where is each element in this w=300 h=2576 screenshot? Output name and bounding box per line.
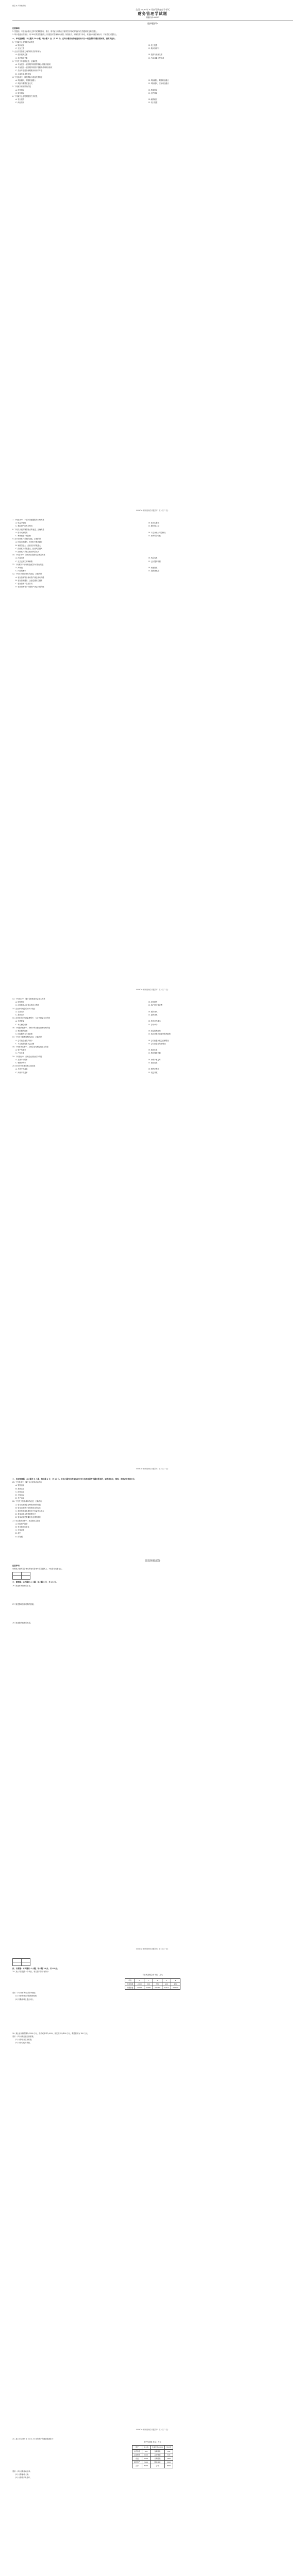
- score-box: [12, 1958, 30, 1966]
- question-22: 22. 下列关于资本成本的表述，正确的有 A. 资本成本是企业筹资决策的依据 B. 资本成本是评价投资项目的标准 C. 债务资本成本通常低于权益资本成本 D. 资本成本与筹资规模无关 E. 资本成本是衡量经营业绩的基准: [12, 1500, 44, 1519]
- page-5: 四、计算题：本大题共 4 小题，每小题 10 分，共 40 分。 29. 某公司拟投资一个项目，有关资料如下表所示： 项目现金流量表 单位：万元 年份 0 1 2 3 4 现金流量 -1000 300 350 400 450 折现系数 1.0000 0.9091 0.8264 0.7513 0.6830 要求：(1) 计算该项目的净现值； (2) 计算该项目的投资回收期； (3) 判断该项目是否可行。 30. 某企业年销售额为 2000 万元，变动成本率为 60%，固定成本为 400 万元，利息费用为 100 万元。 要求：(1) 计算经营杠杆系数； (2) 计算财务杠杆系数； (3) 计算总杠杆系数。 00067# 财务管理学试题 第 5 页（共 7 页）: [12, 1958, 293, 2437]
- score-box: [12, 1572, 30, 1580]
- course-code: 课程代码:00067: [146, 16, 159, 19]
- page-footer: 00067# 财务管理学试题 第 1 页（共 7 页）: [136, 509, 170, 512]
- question-5: 5. 下列属于系统风险的是 A. 经营风险 B. 利率风险 C. 财务风险 D. 违约风险: [12, 86, 158, 94]
- note-2: 2. 每小题选出答案后，用 2B 铅笔把答题纸上对应题目的答案标号涂黑。如需改动，用橡皮擦干净后，再选涂其他答案标号。不能答在试题卷上。: [12, 33, 118, 36]
- cash-flow-table: 年份 0 1 2 3 4 现金流量 -1000 300 350 400 450 折现系数 1.0000 0.9091 0.8264 0.7513 0.6830: [125, 1978, 180, 1990]
- balance-sheet-table: 资产 年末数 负债及股东权益 年末数 货币资金 500 短期借款 800 应收账款 1200 应付账款 600 存货 1300 长期借款 1600 固定资产 3000 股东权益 3000 合计 6000 合计 6000: [132, 2445, 173, 2468]
- question-13: 13. 下列项目中，属于应收账款机会成本的是 A. 收账费用 B. 坏账损失 C. 应收账款占用资金的应计利息 D. 客户资信调查费: [12, 998, 163, 1007]
- question-3: 3. 下列关于年金的表述，正确的是 A. 年金是指一定时期内每期等额收付的系列款项 B. 年金是指一定时期内每期不等额的系列收付款项 C. 先付年金是指每期期末收付的年金 D. 永续年金具有终值: [12, 60, 53, 75]
- page-2: [12, 518, 293, 997]
- short-answer-27: 27. 简述影响资本结构的因素。: [12, 1603, 36, 1605]
- note-1: 1. 答题前，考生务必将自己的考试课程名称、姓名、准考证号用黑色字迹的签字笔或钢笔填写在答题纸规定的位置上。: [12, 30, 98, 33]
- question-29: 29. 某公司拟投资一个项目，有关资料如下表所示：: [12, 1971, 51, 1973]
- page-1: [12, 3, 293, 518]
- exam-title: 财务管理学试题: [138, 11, 168, 16]
- notes-head: 注意事项:: [12, 1565, 20, 1567]
- page-6: 31. 某公司 2019 年 12 月 31 日的资产负债表简表如下： 资产负债表 单位：万元 资产 年末数 负债及股东权益 年末数 货币资金 500 短期借款 800 应收账款 1200 应付账款 600 存货 1300 长期借款 1600 固定资产 3000 股东权益 3000 合计 6000 合计 6000 要求：(1) 计算流动比率； (2) 计算速动比率； (3) 计算资产负债率。: [12, 2437, 293, 2576]
- question-7: 7. 下列选项中，不属于普通股股东权利的是 A. 收益分配权 B. 优先认股权 C. 剩余财产优先分配权 D. 股份转让权: [12, 519, 159, 528]
- question-6: 6. 下列属于企业短期筹资方式的是 A. 发行债券 B. 融资租赁 C. 商业信用 D. 发行股票: [12, 95, 158, 104]
- short-answer-26: 26. 简述财务管理的目标。: [12, 1584, 32, 1587]
- question-9: 9. 关于经营杠杆系数的表述，正确的是 A. 固定成本越大，经营杠杆系数越小 B. 销售量越大，经营杠杆系数越大 C. 经营杠杆系数越大，经营风险越大 D. 经营杠杆系数与经营风险无关: [12, 538, 43, 553]
- question-23: 23. 项目投资决策中，现金流出量包括 A. 固定资产投资 B. 垫支的营运资本 C. 付现成本 D. 折旧 E. 所得税: [12, 1519, 40, 1538]
- section-heading: 一、单项选择题：本大题共 20 小题，每小题 1 分，共 20 分。在每小题列出的备选项中只有一项是最符合题目要求的，请将其选出。: [12, 38, 116, 40]
- table-caption: 项目现金流量表 单位：万元: [142, 1974, 163, 1976]
- question-18: 18. 下列财务比率中，反映企业短期偿债能力的是 A. 资产负债率 B. 速动比率 C. 产权比率 D. 利息保障倍数: [12, 1046, 161, 1055]
- page-footer: 00067# 财务管理学试题 第 5 页（共 7 页）: [136, 2428, 170, 2431]
- table-caption: 资产负债表 单位：万元: [144, 2441, 161, 2444]
- question-2: 2. 企业与投资者之间的财务关系体现为 A. 债权债务关系 B. 投资与受资关系 C. 依法纳税关系 D. 劳动成果分配关系: [12, 50, 164, 59]
- question-1: 1. 下列属于企业筹资活动的是 A. 购买设备 B. 发行股票 C. 支付工资 D. 购买原材料: [12, 41, 159, 50]
- question-10: 10. 下列各项中，影响项目投资现金流量的是 A. 沉没成本 B. 机会成本 C. 过去已发生的调研费 D. 已计提的折旧: [12, 554, 161, 563]
- question-21: 21. 下列各项中，属于企业财务活动的有 A. 筹资活动 B. 投资活动 C. 经营活动 D. 分配活动 E. 生产活动: [12, 1481, 42, 1500]
- question-8: 8. 下列关于债券筹资特点的表述，正确的是 A. 资本成本较高 B. 不会分散公司控制权 C. 筹资数额不受限制 D. 财务风险较低: [12, 528, 166, 537]
- question-16: 16. 下列股利政策中，有利于保持最佳资本结构的是 A. 剩余股利政策 B. 固定股利政策 C. 固定股利支付率政策 D. 低正常股利加额外股利政策: [12, 1026, 171, 1036]
- question-30: 30. 某企业年销售额为 2000 万元，变动成本率为 60%，固定成本为 400 万元，利息费用为 100 万元。: [12, 2032, 89, 2035]
- note-1: 用黑色字迹的签字笔或钢笔将答案写在答题纸上，不能答在试题卷上。: [12, 1568, 63, 1570]
- part-label: 非选择题部分: [144, 1559, 160, 1563]
- question-15: 15. 存货经济订货批量模型中，与订货批量无关的是 A. 年需要量 B. 每次订货成本 C. 单位储存成本 D. 存货单价: [12, 1017, 161, 1026]
- exam-session: 全国 2020 年 8 月高等教育自学考试: [136, 8, 170, 11]
- exam-document: [5, 0, 295, 2576]
- question-20: 20. 杜邦分析体系的核心指标是 A. 总资产收益率 B. 销售净利率 C. 净资产收益率 D. 权益乘数: [12, 1065, 159, 1074]
- page-4: [12, 1478, 293, 1957]
- secret-label: 绝密 ★ 考试结束前: [12, 5, 26, 7]
- page-3: [12, 997, 293, 1477]
- notes-head: 注意事项:: [12, 27, 20, 29]
- question-31: 31. 某公司 2019 年 12 月 31 日的资产负债表简表如下：: [12, 2438, 55, 2440]
- question-4: 4. 下列选项中，体现风险与收益关系的是 A. 风险越大，期望收益越大 B. 风险越小，期望收益越大 C. 风险与期望收益无关 D. 风险越大，实际收益越大: [12, 76, 169, 85]
- question-11: 11. 下列属于非贴现现金流量评价指标的是 A. 净现值 B. 现值指数 C. 内含报酬率 D. 投资回收期: [12, 563, 159, 572]
- section-heading: 四、计算题：本大题共 4 小题，每小题 10 分，共 40 分。: [12, 1968, 59, 1970]
- question-12: 12. 下列关于营运资本的表述，正确的是 A. 营运资本等于流动资产减去流动负债 B. 营运资本越多，企业偿债能力越弱 C. 营运资本不包括存货 D. 营运资本等于长期资产减去长期负债: [12, 573, 44, 588]
- question-19: 19. 下列指标中，反映企业营运能力的是 A. 总资产周转率 B. 净资产收益率 C. 销售净利率 D. 流动比率: [12, 1055, 161, 1064]
- part-label: 选择题部分: [147, 22, 158, 25]
- page-footer: 00067# 财务管理学试题 第 4 页（共 7 页）: [136, 1947, 170, 1950]
- short-answer-28: 28. 简述股利政策的类型。: [12, 1622, 32, 1624]
- section-heading: 二、多项选择题：本大题共 5 小题，每小题 2 分，共 10 分。在每小题列出的备选项中至少有两项是符合题目要求的，请将其选出，错选、多选或少选均无分。: [12, 1478, 137, 1480]
- page-footer: 00067# 财务管理学试题 第 2 页（共 7 页）: [136, 988, 170, 991]
- page-footer: 00067# 财务管理学试题 第 3 页（共 7 页）: [136, 1467, 170, 1470]
- section-heading: 三、简答题：本大题共 3 小题，每小题 5 分，共 15 分。: [12, 1581, 58, 1584]
- question-14: 14. 企业持有现金的动机不包括 A. 交易动机 B. 预防动机 C. 投机动机 D. 盈利动机: [12, 1007, 158, 1016]
- question-17: 17. 下列关于股票股利的表述，正确的是 A. 会导致企业资产减少 B. 会导致股东权益总额增加 C. 不会改变股东权益总额 D. 会导致企业负债增加: [12, 1036, 169, 1045]
